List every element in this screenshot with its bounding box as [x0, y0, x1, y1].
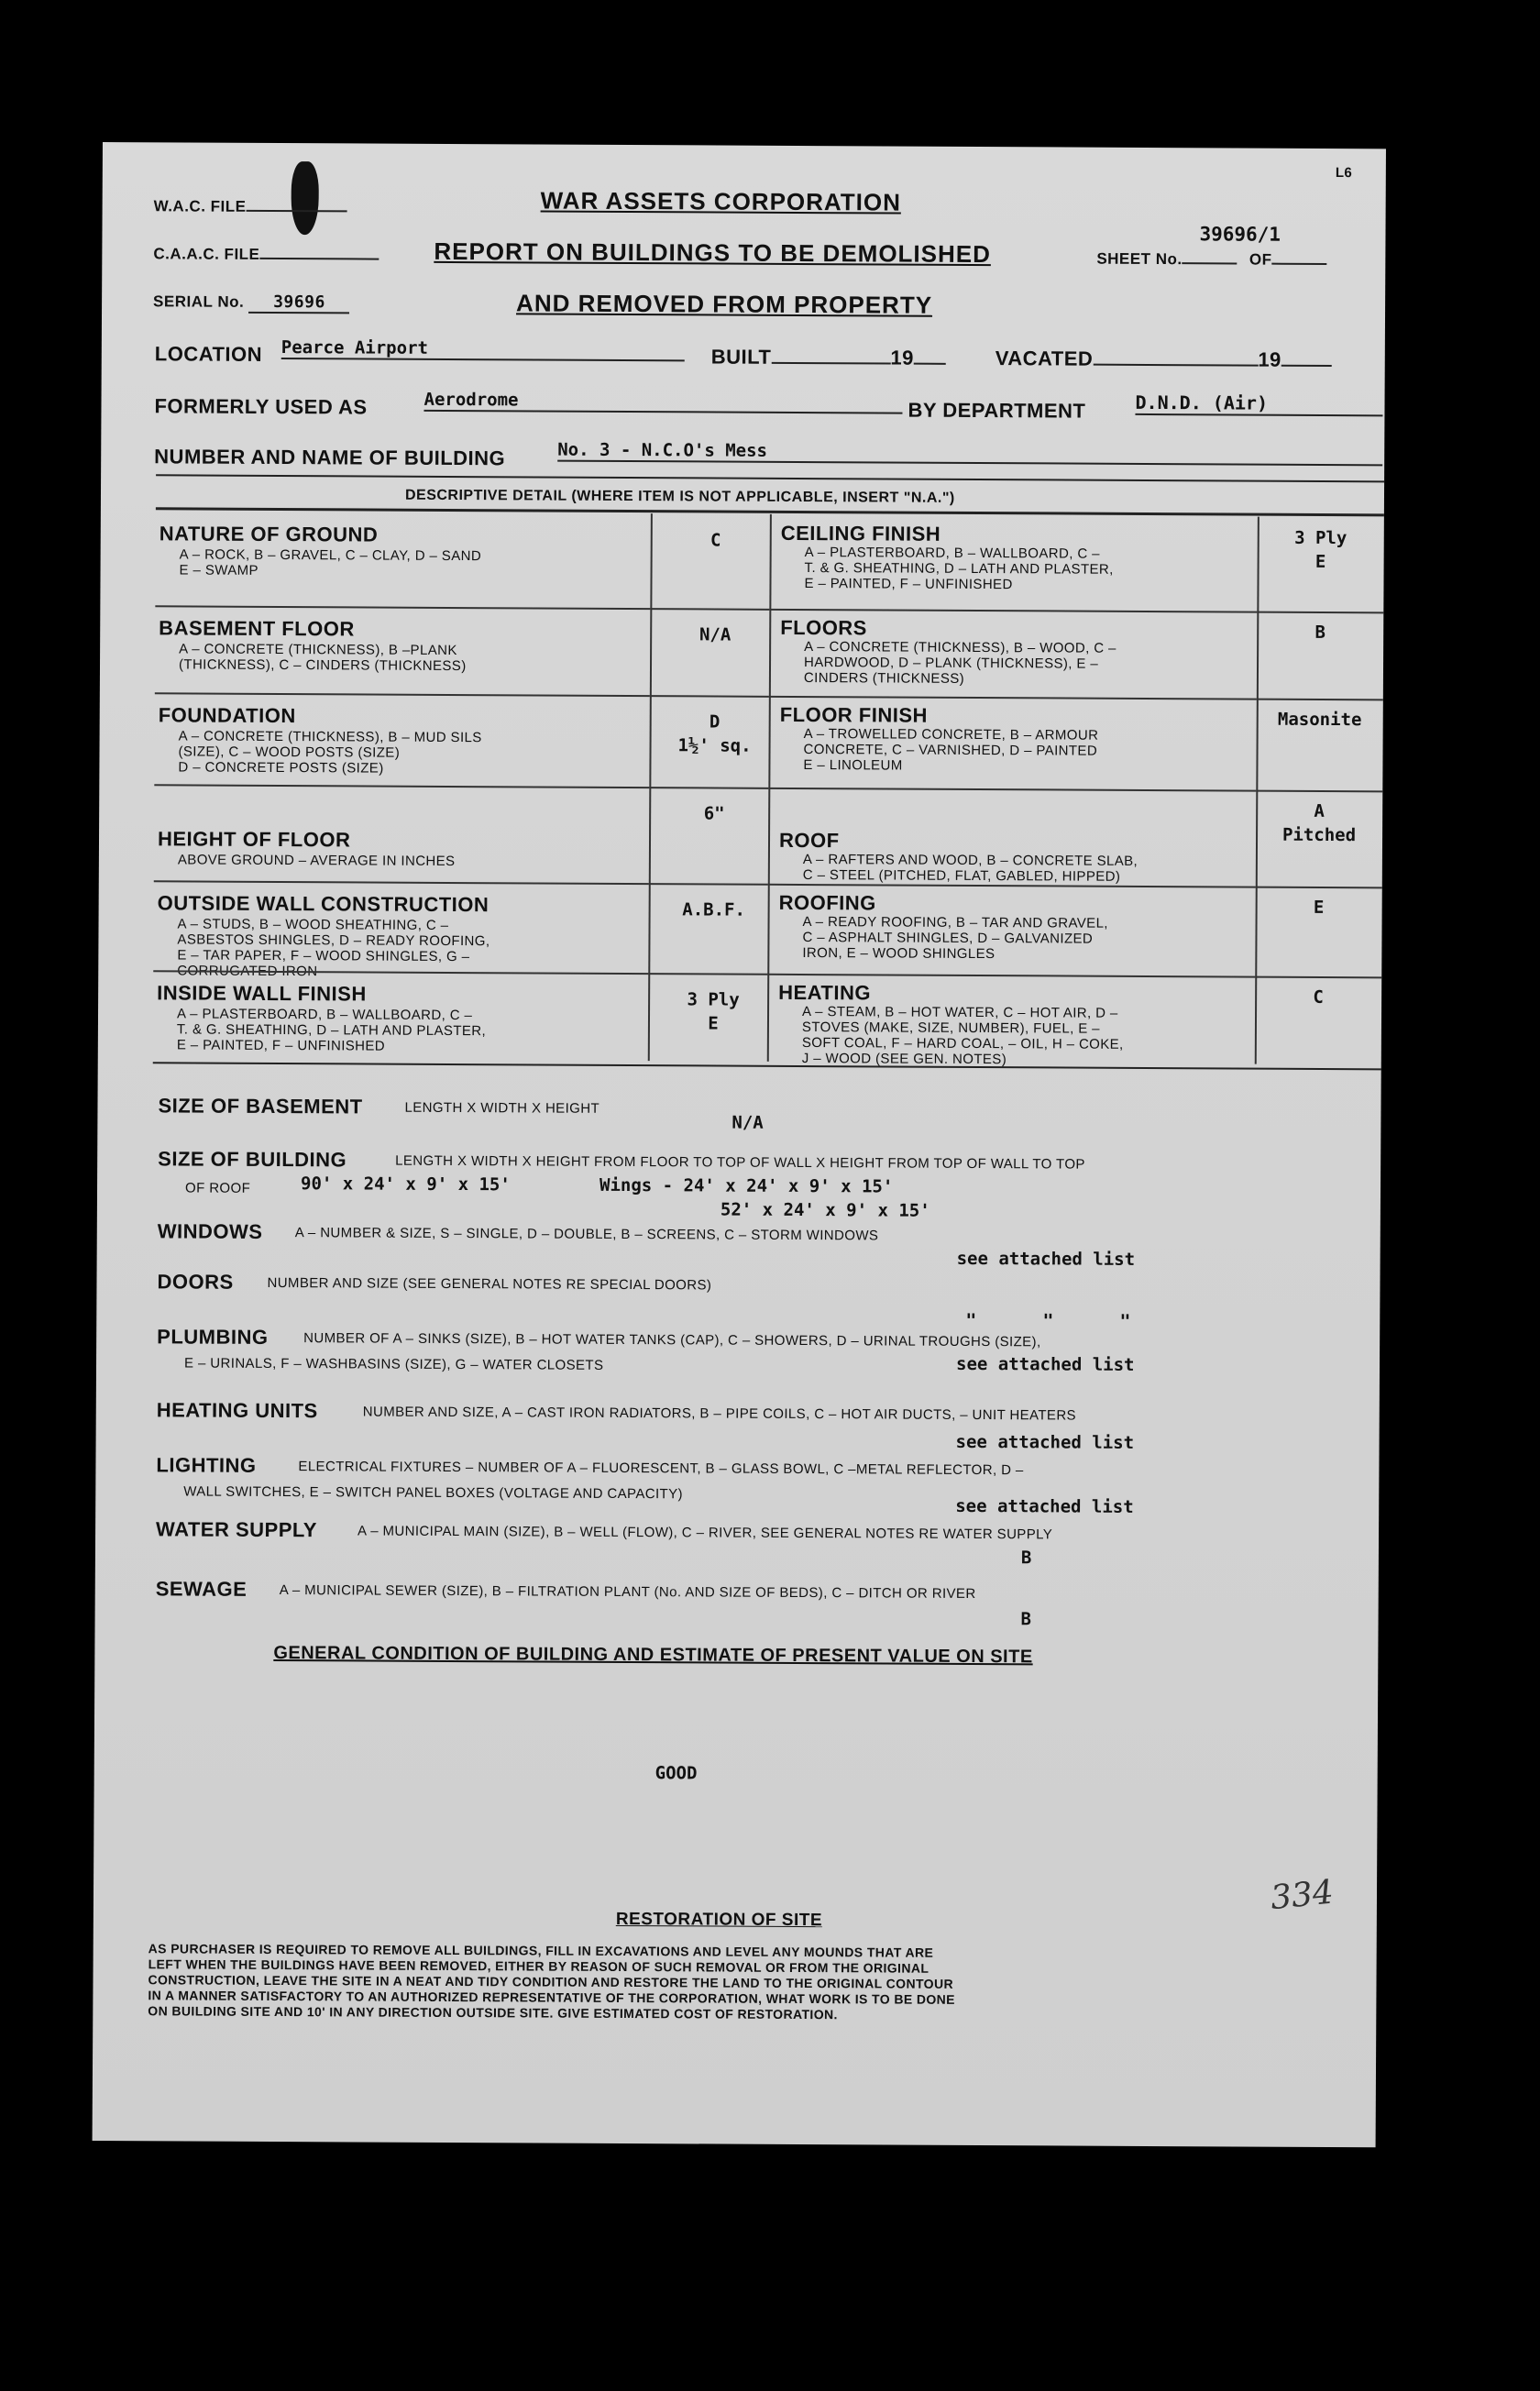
service-desc: A – MUNICIPAL SEWER (SIZE), B – FILTRATION PLANT (No. AND SIZE OF BEDS), C – DITCH OR RIVER: [279, 1582, 976, 1603]
detail-value-2: E: [1314, 551, 1326, 572]
built-label: BUILT 19: [711, 345, 946, 369]
detail-option: ASBESTOS SHINGLES, D – READY ROOFING,: [177, 931, 490, 950]
building-name-label: NUMBER AND NAME OF BUILDING: [154, 445, 506, 470]
detail-option: A – STUDS, B – WOOD SHEATHING, C –: [177, 916, 449, 933]
service-value: see attached list: [955, 1495, 1134, 1517]
detail-option: A – PLASTERBOARD, B – WALLBOARD, C –: [804, 545, 1100, 562]
grid-line: [154, 784, 649, 788]
restoration-text: [148, 1941, 1377, 2022]
detail-option: D – CONCRETE POSTS (SIZE): [178, 759, 384, 777]
detail-option: HARDWOOD, D – PLANK (THICKNESS), E –: [803, 655, 1099, 672]
grid-line: [768, 884, 1256, 888]
building-size-value: 90' x 24' x 9' x 15': [300, 1173, 511, 1196]
detail-title: HEIGHT OF FLOOR: [157, 827, 351, 852]
grid-line: [154, 880, 649, 885]
detail-option: E – LINOLEUM: [803, 757, 903, 774]
rule: [153, 1062, 1381, 1070]
grid-line: [648, 973, 767, 975]
detail-option: E – TAR PAPER, F – WOOD SHINGLES, G –: [177, 947, 470, 965]
basement-size-value: N/A: [732, 1112, 764, 1133]
detail-option: SOFT COAL, F – HARD COAL, – OIL, H – COKE,: [801, 1035, 1124, 1052]
detail-option: (SIZE), C – WOOD POSTS (SIZE): [178, 744, 401, 761]
general-condition-value: GOOD: [654, 1763, 698, 1784]
service-desc: ELECTRICAL FIXTURES – NUMBER OF A – FLUORESCENT, B – GLASS BOWL, C –METAL REFLECTOR, D –: [298, 1459, 1024, 1479]
detail-option: STOVES (MAKE, SIZE, NUMBER), FUEL, E –: [801, 1019, 1100, 1037]
grid-line: [1257, 699, 1383, 701]
building-name-value: No. 3 - N.C.O's Mess: [557, 440, 1382, 467]
detail-option: J – WOOD (SEE GEN. NOTES): [801, 1051, 1007, 1068]
detail-value: E: [1313, 897, 1325, 918]
location-value: Pearce Airport: [281, 337, 685, 361]
service-label: WINDOWS: [157, 1219, 263, 1243]
detail-title: OUTSIDE WALL CONSTRUCTION: [157, 891, 490, 917]
service-label: SEWAGE: [155, 1577, 248, 1601]
grid-line: [1257, 612, 1383, 614]
detail-value-2: Pitched: [1282, 824, 1357, 846]
service-value: see attached list: [956, 1248, 1136, 1270]
grid-line: [155, 605, 650, 610]
service-label: PLUMBING: [157, 1325, 269, 1349]
detail-option: CORRUGATED IRON: [177, 963, 318, 980]
rule: [156, 474, 1384, 482]
detail-option: E – PAINTED, F – UNFINISHED: [176, 1037, 386, 1054]
detail-option: A – TROWELLED CONCRETE, B – ARMOUR: [803, 726, 1099, 744]
service-desc-2: E – URINALS, F – WASHBASINS (SIZE), G – WATER CLOSETS: [183, 1355, 604, 1373]
basement-size-desc: LENGTH X WIDTH X HEIGHT: [404, 1099, 600, 1117]
detail-value: 6": [703, 803, 725, 824]
document-page: [93, 142, 1386, 2147]
detail-option: A – RAFTERS AND WOOD, B – CONCRETE SLAB,: [802, 852, 1138, 869]
service-desc-2: WALL SWITCHES, E – SWITCH PANEL BOXES (VOLTAGE AND CAPACITY): [183, 1483, 683, 1503]
restoration-line: CONSTRUCTION, LEAVE THE SITE IN A NEAT AND TIDY CONDITION AND RESTORE THE LAND TO THE ORIGINAL CONTOUR: [148, 1972, 954, 1991]
department-value: D.N.D. (Air): [1135, 391, 1382, 416]
building-size-label: SIZE OF BUILDING: [158, 1147, 347, 1172]
detail-option: E – PAINTED, F – UNFINISHED: [804, 576, 1013, 593]
descriptive-detail-header: DESCRIPTIVE DETAIL (WHERE ITEM IS NOT APPLICABLE, INSERT "N.A."): [404, 487, 955, 506]
reference-number: 39696/1: [1199, 223, 1282, 246]
restoration-line: AS PURCHASER IS REQUIRED TO REMOVE ALL BUILDINGS, FILL IN EXCAVATIONS AND LEVEL ANY MOUNDS THAT ARE: [148, 1941, 934, 1960]
detail-option: C – ASPHALT SHINGLES, D – GALVANIZED: [802, 930, 1094, 947]
restoration-line: IN A MANNER SATISFACTORY TO AN AUTHORIZED REPRESENTATIVE OF THE CORPORATION, WHAT WORK IS TO BE DONE: [148, 1988, 955, 2007]
building-size-desc: LENGTH X WIDTH X HEIGHT FROM FLOOR TO TOP OF WALL X HEIGHT FROM TOP OF WALL TO TOP: [395, 1152, 1085, 1173]
detail-title: ROOF: [778, 828, 840, 853]
service-value-2: B: [1020, 1548, 1032, 1569]
restoration-title: RESTORATION OF SITE: [615, 1909, 823, 1931]
detail-title: FLOORS: [780, 615, 867, 640]
detail-option: T. & G. SHEATHING, D – LATH AND PLASTER,: [804, 560, 1114, 578]
restoration-line: ON BUILDING SITE AND 10' IN ANY DIRECTION OUTSIDE SITE. GIVE ESTIMATED COST OF RESTORATION.: [148, 2003, 838, 2022]
serial-number: SERIAL No. 39696: [153, 292, 349, 314]
detail-option: T. & G. SHEATHING, D – LATH AND PLASTER,: [176, 1021, 487, 1040]
detail-value: C: [1313, 986, 1324, 1008]
detail-option: A – CONCRETE (THICKNESS), B – MUD SILS: [178, 728, 482, 746]
service-value: see attached list: [955, 1431, 1135, 1453]
serial-value: 39696: [248, 292, 349, 314]
detail-title: ROOFING: [778, 890, 876, 915]
detail-option: A – READY ROOFING, B – TAR AND GRAVEL,: [802, 914, 1108, 931]
grid-line: [649, 883, 768, 886]
service-value: see attached list: [955, 1353, 1135, 1375]
grid-line: [1256, 790, 1382, 793]
detail-title: FOUNDATION: [158, 703, 296, 728]
grid-line: [1256, 887, 1382, 889]
department-label: BY DEPARTMENT: [908, 398, 1086, 423]
detail-value-2: 1½' sq.: [677, 735, 752, 756]
detail-value: A: [1314, 800, 1325, 821]
vacated-label: VACATED 19: [996, 347, 1332, 372]
detail-value: Masonite: [1277, 709, 1362, 731]
grid-line: [155, 692, 650, 697]
detail-value: A.B.F.: [682, 899, 745, 920]
title-report: REPORT ON BUILDINGS TO BE DEMOLISHED: [434, 237, 992, 269]
detail-value: N/A: [698, 624, 732, 645]
detail-title: HEATING: [778, 980, 872, 1005]
detail-value: D: [709, 711, 720, 733]
formerly-used-value: Aerodrome: [424, 390, 902, 414]
detail-value: 3 Ply: [1294, 527, 1348, 549]
detail-title: BASEMENT FLOOR: [159, 616, 355, 641]
detail-option: A – CONCRETE (THICKNESS), B –PLANK: [179, 641, 457, 659]
wac-file-label: W.A.C. FILE: [154, 197, 347, 216]
detail-title: FLOOR FINISH: [779, 702, 929, 727]
page-number: 334: [1269, 1873, 1336, 1918]
title-corporation: WAR ASSETS CORPORATION: [540, 186, 901, 216]
detail-option: A – STEAM, B – HOT WATER, C – HOT AIR, D –: [801, 1004, 1118, 1021]
detail-option: (THICKNESS), C – CINDERS (THICKNESS): [178, 656, 467, 675]
service-label: WATER SUPPLY: [156, 1517, 318, 1542]
service-desc: A – MUNICIPAL MAIN (SIZE), B – WELL (FLOW), C – RIVER, SEE GENERAL NOTES RE WATER SUPPLY: [358, 1523, 1053, 1543]
detail-option: A – ROCK, B – GRAVEL, C – CLAY, D – SAND: [179, 546, 482, 565]
detail-value: C: [710, 530, 721, 551]
basement-size-label: SIZE OF BASEMENT: [158, 1094, 363, 1118]
doors-ditto: " " ": [965, 1308, 1131, 1332]
detail-option: A – PLASTERBOARD, B – WALLBOARD, C –: [176, 1006, 473, 1024]
detail-option: C – STEEL (PITCHED, FLAT, GABLED, HIPPED): [802, 867, 1121, 885]
service-value: B: [1020, 1609, 1032, 1630]
detail-option: A – CONCRETE (THICKNESS), B – WOOD, C –: [804, 639, 1116, 656]
service-label: DOORS: [157, 1270, 234, 1294]
service-label: HEATING UNITS: [156, 1398, 318, 1423]
grid-line: [649, 787, 768, 789]
building-size-desc-2: OF ROOF: [184, 1180, 251, 1196]
sheet-number: SHEET No. OF: [1096, 250, 1326, 270]
detail-title: NATURE OF GROUND: [159, 522, 379, 546]
wings-size-value: Wings - 24' x 24' x 9' x 15': [599, 1174, 894, 1197]
grid-line: [769, 696, 1257, 700]
title-removed: AND REMOVED FROM PROPERTY: [516, 289, 933, 319]
service-label: LIGHTING: [156, 1453, 257, 1477]
service-desc: A – NUMBER & SIZE, S – SINGLE, D – DOUBLE, B – SCREENS, C – STORM WINDOWS: [294, 1225, 879, 1244]
detail-option: CINDERS (THICKNESS): [803, 670, 965, 687]
caac-file-label: C.A.A.C. FILE: [153, 245, 379, 264]
formerly-used-label: FORMERLY USED AS: [154, 394, 368, 419]
grid-line: [767, 974, 1255, 978]
grid-line: [650, 695, 769, 698]
detail-option: E – SWAMP: [179, 562, 259, 578]
corner-mark: L6: [1335, 165, 1353, 182]
grid-line: [1255, 976, 1381, 979]
detail-option: ABOVE GROUND – AVERAGE IN INCHES: [177, 852, 456, 870]
grid-line: [768, 788, 1256, 792]
grid-line: [650, 608, 769, 611]
detail-option: CONCRETE, C – VARNISHED, D – PAINTED: [803, 742, 1098, 759]
detail-title: INSIDE WALL FINISH: [157, 981, 367, 1006]
detail-value: 3 Ply: [687, 989, 740, 1010]
wings-size-value-2: 52' x 24' x 9' x 15': [720, 1199, 930, 1221]
general-condition-title: GENERAL CONDITION OF BUILDING AND ESTIMATE OF PRESENT VALUE ON SITE: [273, 1642, 1033, 1668]
location-label: LOCATION: [154, 342, 263, 366]
detail-title: CEILING FINISH: [780, 521, 941, 545]
detail-option: IRON, E – WOOD SHINGLES: [802, 945, 996, 963]
grid-line: [769, 609, 1257, 613]
service-desc: NUMBER OF A – SINKS (SIZE), B – HOT WATER TANKS (CAP), C – SHOWERS, D – URINAL TROUGHS (SIZE),: [303, 1330, 1041, 1350]
detail-value-2: E: [708, 1013, 719, 1034]
detail-value: B: [1314, 622, 1326, 643]
service-desc: NUMBER AND SIZE, A – CAST IRON RADIATORS, B – PIPE COILS, C – HOT AIR DUCTS, – UNIT HEATERS: [362, 1404, 1077, 1424]
restoration-line: LEFT WHEN THE BUILDINGS HAVE BEEN REMOVED, EITHER BY REASON OF SUCH REMOVAL OR FROM THE ORIGINAL: [148, 1956, 930, 1976]
service-desc: NUMBER AND SIZE (SEE GENERAL NOTES RE SPECIAL DOORS): [267, 1274, 712, 1294]
